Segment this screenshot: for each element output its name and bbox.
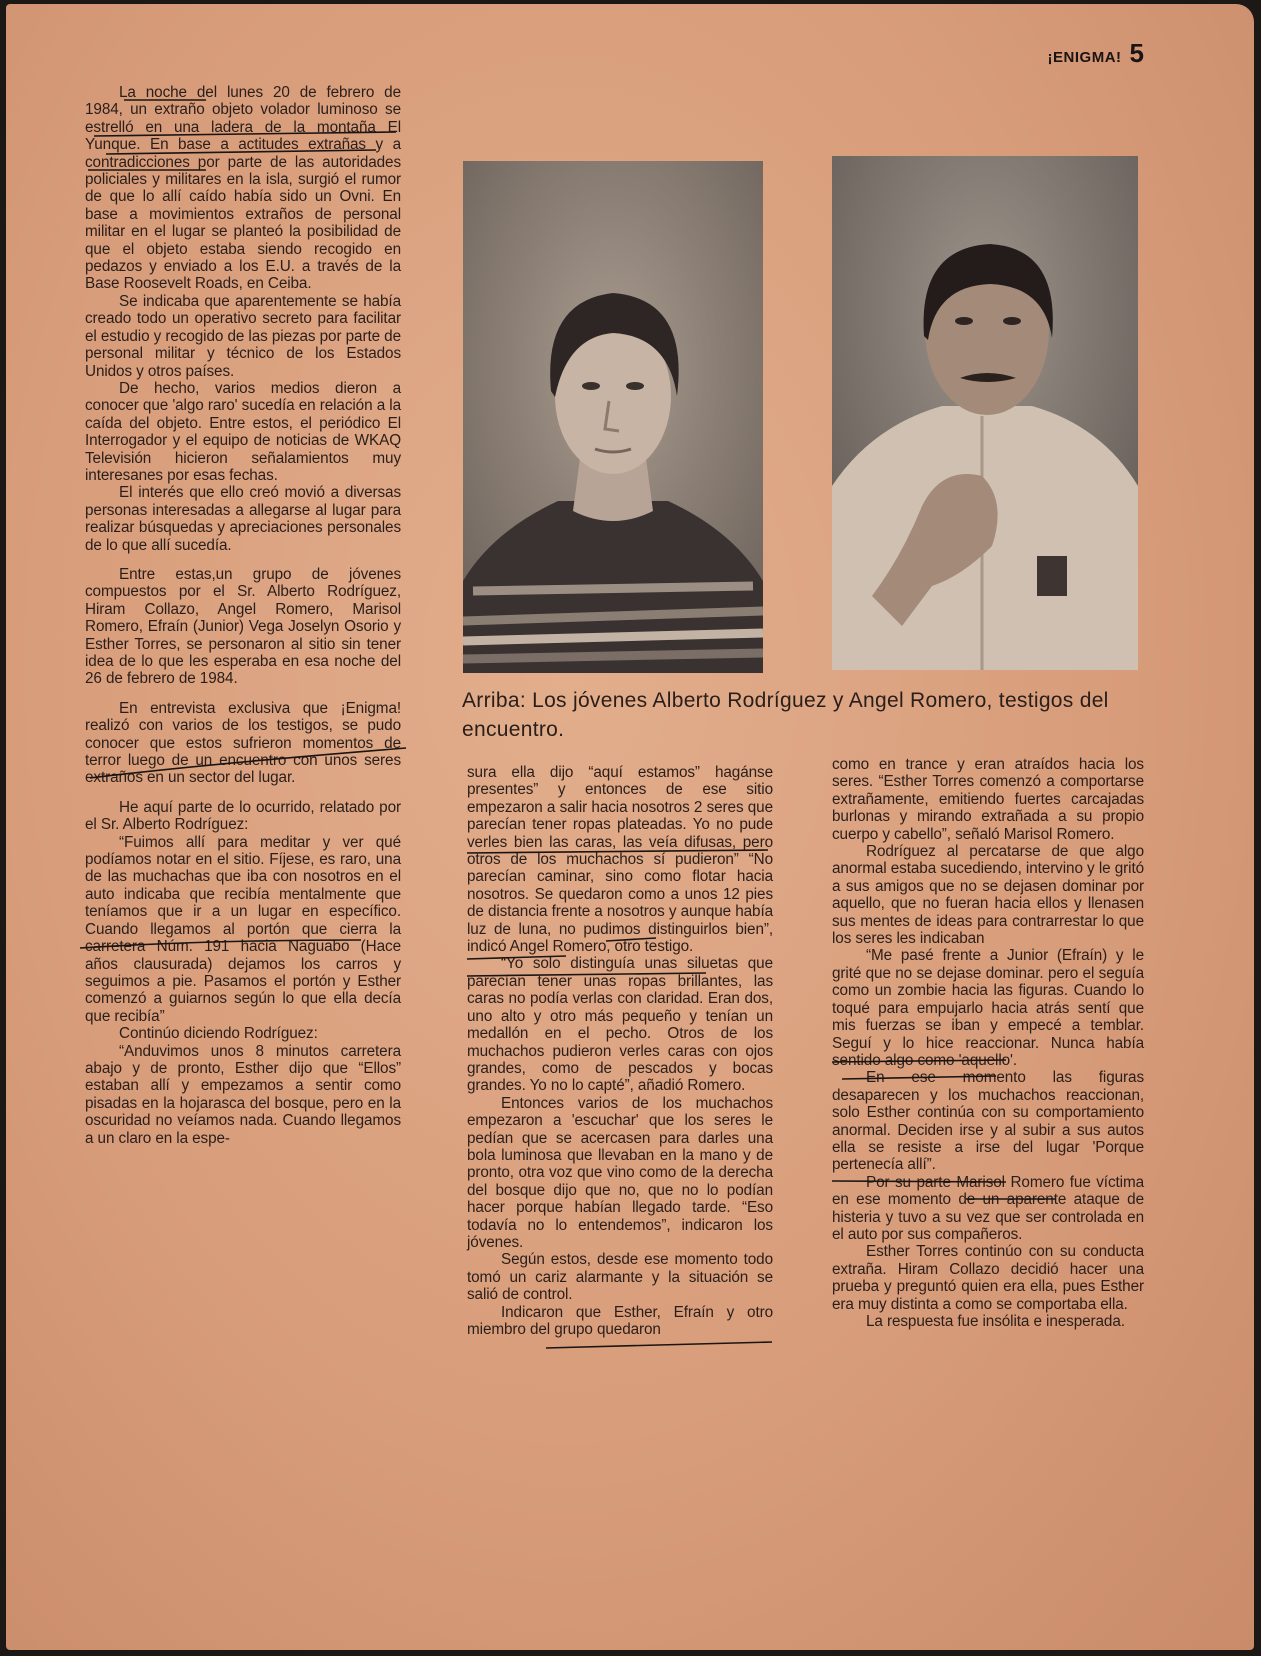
paragraph: sura ella dijo “aquí estamos” hagánse presentes” y entonces de ese sitio empezaron a salir hacia nosotros 2 seres que parecían tener ropas plateadas. Yo no pude verles bien las caras, las veía difusas, pero otros de los muchachos sí pudieron” “No parecían caminar, sino como flotar hacia nosotros. Se quedaron como a unos 12 pies de distancia frente a nosotros y aunque había luz de luna, no pudimos distinguirlos bien”, indicó Angel Romero, otro testigo. (467, 764, 773, 956)
magazine-page (6, 4, 1254, 1650)
paragraph: En ese momento las figuras desaparecen y los muchachos reaccionan, solo Esther continúa con su comportamiento anormal. Deciden irse y al subir a sus autos ella se resiste a irse del lugar 'Porque pertenecía allí”. (832, 1069, 1144, 1174)
paragraph: Indicaron que Esther, Efraín y otro miembro del grupo quedaron (467, 1303, 773, 1338)
photo-caption: Arriba: Los jóvenes Alberto Rodríguez y Angel Romero, testigos del encuentro. (462, 689, 1109, 741)
paragraph: Entonces varios de los muchachos empezaron a 'escuchar' que los seres le pedían que se acercasen para darles una bola luminosa que llevaban en la mano y de pronto, otra voz que vino como de la derecha del bosque dijo que no, que no lo podían hacer porque habían llegado tarde. “Eso todavía no lo entendemos”, indicaron los jóvenes. (467, 1094, 773, 1251)
magazine-title: ¡ENIGMA! (1047, 49, 1122, 66)
paragraph: Se indicaba que aparentemente se había creado todo un operativo secreto para facilitar el estudio y recogido de las piezas por parte de personal militar y técnico de los Estados Unidos y otros países. (85, 292, 401, 380)
photo-alberto-rodriguez (463, 161, 763, 673)
paragraph: He aquí parte de lo ocurrido, relatado por el Sr. Alberto Rodríguez: (85, 798, 401, 834)
paragraph: “Yo solo distinguía unas siluetas que parecían tener unas ropas brillantes, las caras no podía verlas con claridad. Eran dos, uno alto y otro más pequeño y tenían un medallón en el pecho. Otros de los muchachos pudieron verles caras con ojos grandes, como de pescados y bocas grandes. Yo no lo capté”, añadió Romero. (467, 955, 773, 1095)
paragraph: Rodríguez al percatarse de que algo anormal estaba sucediendo, intervino y le gritó a sus amigos que no se dejasen dominar por aquello, que no fueran hacia ellos y llenasen sus mentes de ideas para contrarrestar lo que los seres les indicaban (832, 843, 1144, 948)
paragraph: “Fuimos allí para meditar y ver qué podíamos notar en el sitio. Fíjese, es raro, una de las muchachas que iba con nosotros en el auto indicaba que recibía mentalmente que teníamos que ir a un lugar en específico. Cuando llegamos al portón que cierra la carretera Núm. 191 hacia Naguabo (Hace años clausurada) dejamos los carros y seguimos a pie. Pasamos el portón y Esther comenzó a guiarnos según lo que ella decía que recibía” (85, 833, 401, 1025)
paragraph: La noche del lunes 20 de febrero de 1984, un extraño objeto volador luminoso se estrelló en una ladera de la montaña El Yunque. En base a actitudes extrañas y a contradicciones por parte de las autoridades policiales y militares en la isla, surgió el rumor de que lo allí caído había sido un Ovni. En base a movimientos extraños de personal militar en el lugar se planteó la posibilidad de que el objeto estaba siendo recogido en pedazos y enviado a los E.U. a través de la Base Roosevelt Roads, en Ceiba. (85, 84, 401, 293)
paragraph: En entrevista exclusiva que ¡Enigma! realizó con varios de los testigos, se pudo conocer que estos sufrieron momentos de terror luego de un encuentro con unos seres extraños en un sector del lugar. (85, 699, 401, 787)
photo-angel-romero (832, 156, 1138, 670)
page-header (1048, 38, 1144, 69)
paragraph: Por su parte Marisol Romero fue víctima en ese momento de un aparente ataque de histeria y tuvo a su vez que ser controlada en el auto por sus compañeros. (832, 1173, 1144, 1243)
paragraph: como en trance y eran atraídos hacia los seres. “Esther Torres comenzó a comportarse extrañamente, emitiendo fuertes carcajadas burlonas y mirando extrañada a su propio cuerpo y cabello”, señaló Marisol Romero. (832, 756, 1144, 843)
paragraph: Esther Torres continúo con su conducta extraña. Hiram Collazo decidió hacer una prueba y preguntó quien era ella, pues Esther era muy distinta a como se comportaba ella. (832, 1243, 1144, 1313)
article-column-2 (467, 764, 773, 1338)
paragraph: El interés que ello creó movió a diversas personas interesadas a allegarse al lugar para realizar búsquedas y apreciaciones personales de lo que allí sucedía. (85, 484, 401, 554)
article-column-1 (85, 84, 401, 1147)
page-number: 5 (1129, 38, 1144, 68)
paragraph: “Anduvimos unos 8 minutos carretera abajo y de pronto, Esther dijo que “Ellos” estaban allí y empezamos a sentir como pisadas en la hojarasca del bosque, pero en la oscuridad no veíamos nada. Cuando llegamos a un claro en la espe- (85, 1042, 401, 1147)
paragraph: Según estos, desde ese momento todo tomó un cariz alarmante y la situación se salió de control. (467, 1251, 773, 1304)
paragraph: Continúo diciendo Rodríguez: (119, 1025, 318, 1043)
portrait-image (832, 156, 1138, 670)
paragraph: De hecho, varios medios dieron a conocer que 'algo raro' sucedía en relación a la caída del objeto. Entre estos, el periódico El Interrogador y el equipo de noticias de WKAQ Televisión hicieron señalamientos muy interesanes por esas fechas. (85, 379, 401, 484)
portrait-image (463, 161, 763, 673)
paragraph: La respuesta fue insólita e inesperada. (866, 1313, 1125, 1330)
paragraph: Entre estas,un grupo de jóvenes compuestos por el Sr. Alberto Rodríguez, Hiram Collazo, Angel Romero, Marisol Romero, Efraín (Junior) Vega Joselyn Osorio y Esther Torres, se personaron al sitio sin tener idea de lo que les esperaba en esa noche del 26 de febrero de 1984. (85, 565, 401, 688)
article-column-3 (832, 756, 1144, 1330)
paragraph: “Me pasé frente a Junior (Efraín) y le grité que no se dejase dominar. pero el seguía como un zombie hacia las figuras. Cuando lo toqué para empujarlo hacia atrás sentí que mis fuerzas se iban y empecé a temblar. Seguí y lo hice reaccionar. Nunca había sentido algo como 'aquello'. (832, 947, 1144, 1069)
